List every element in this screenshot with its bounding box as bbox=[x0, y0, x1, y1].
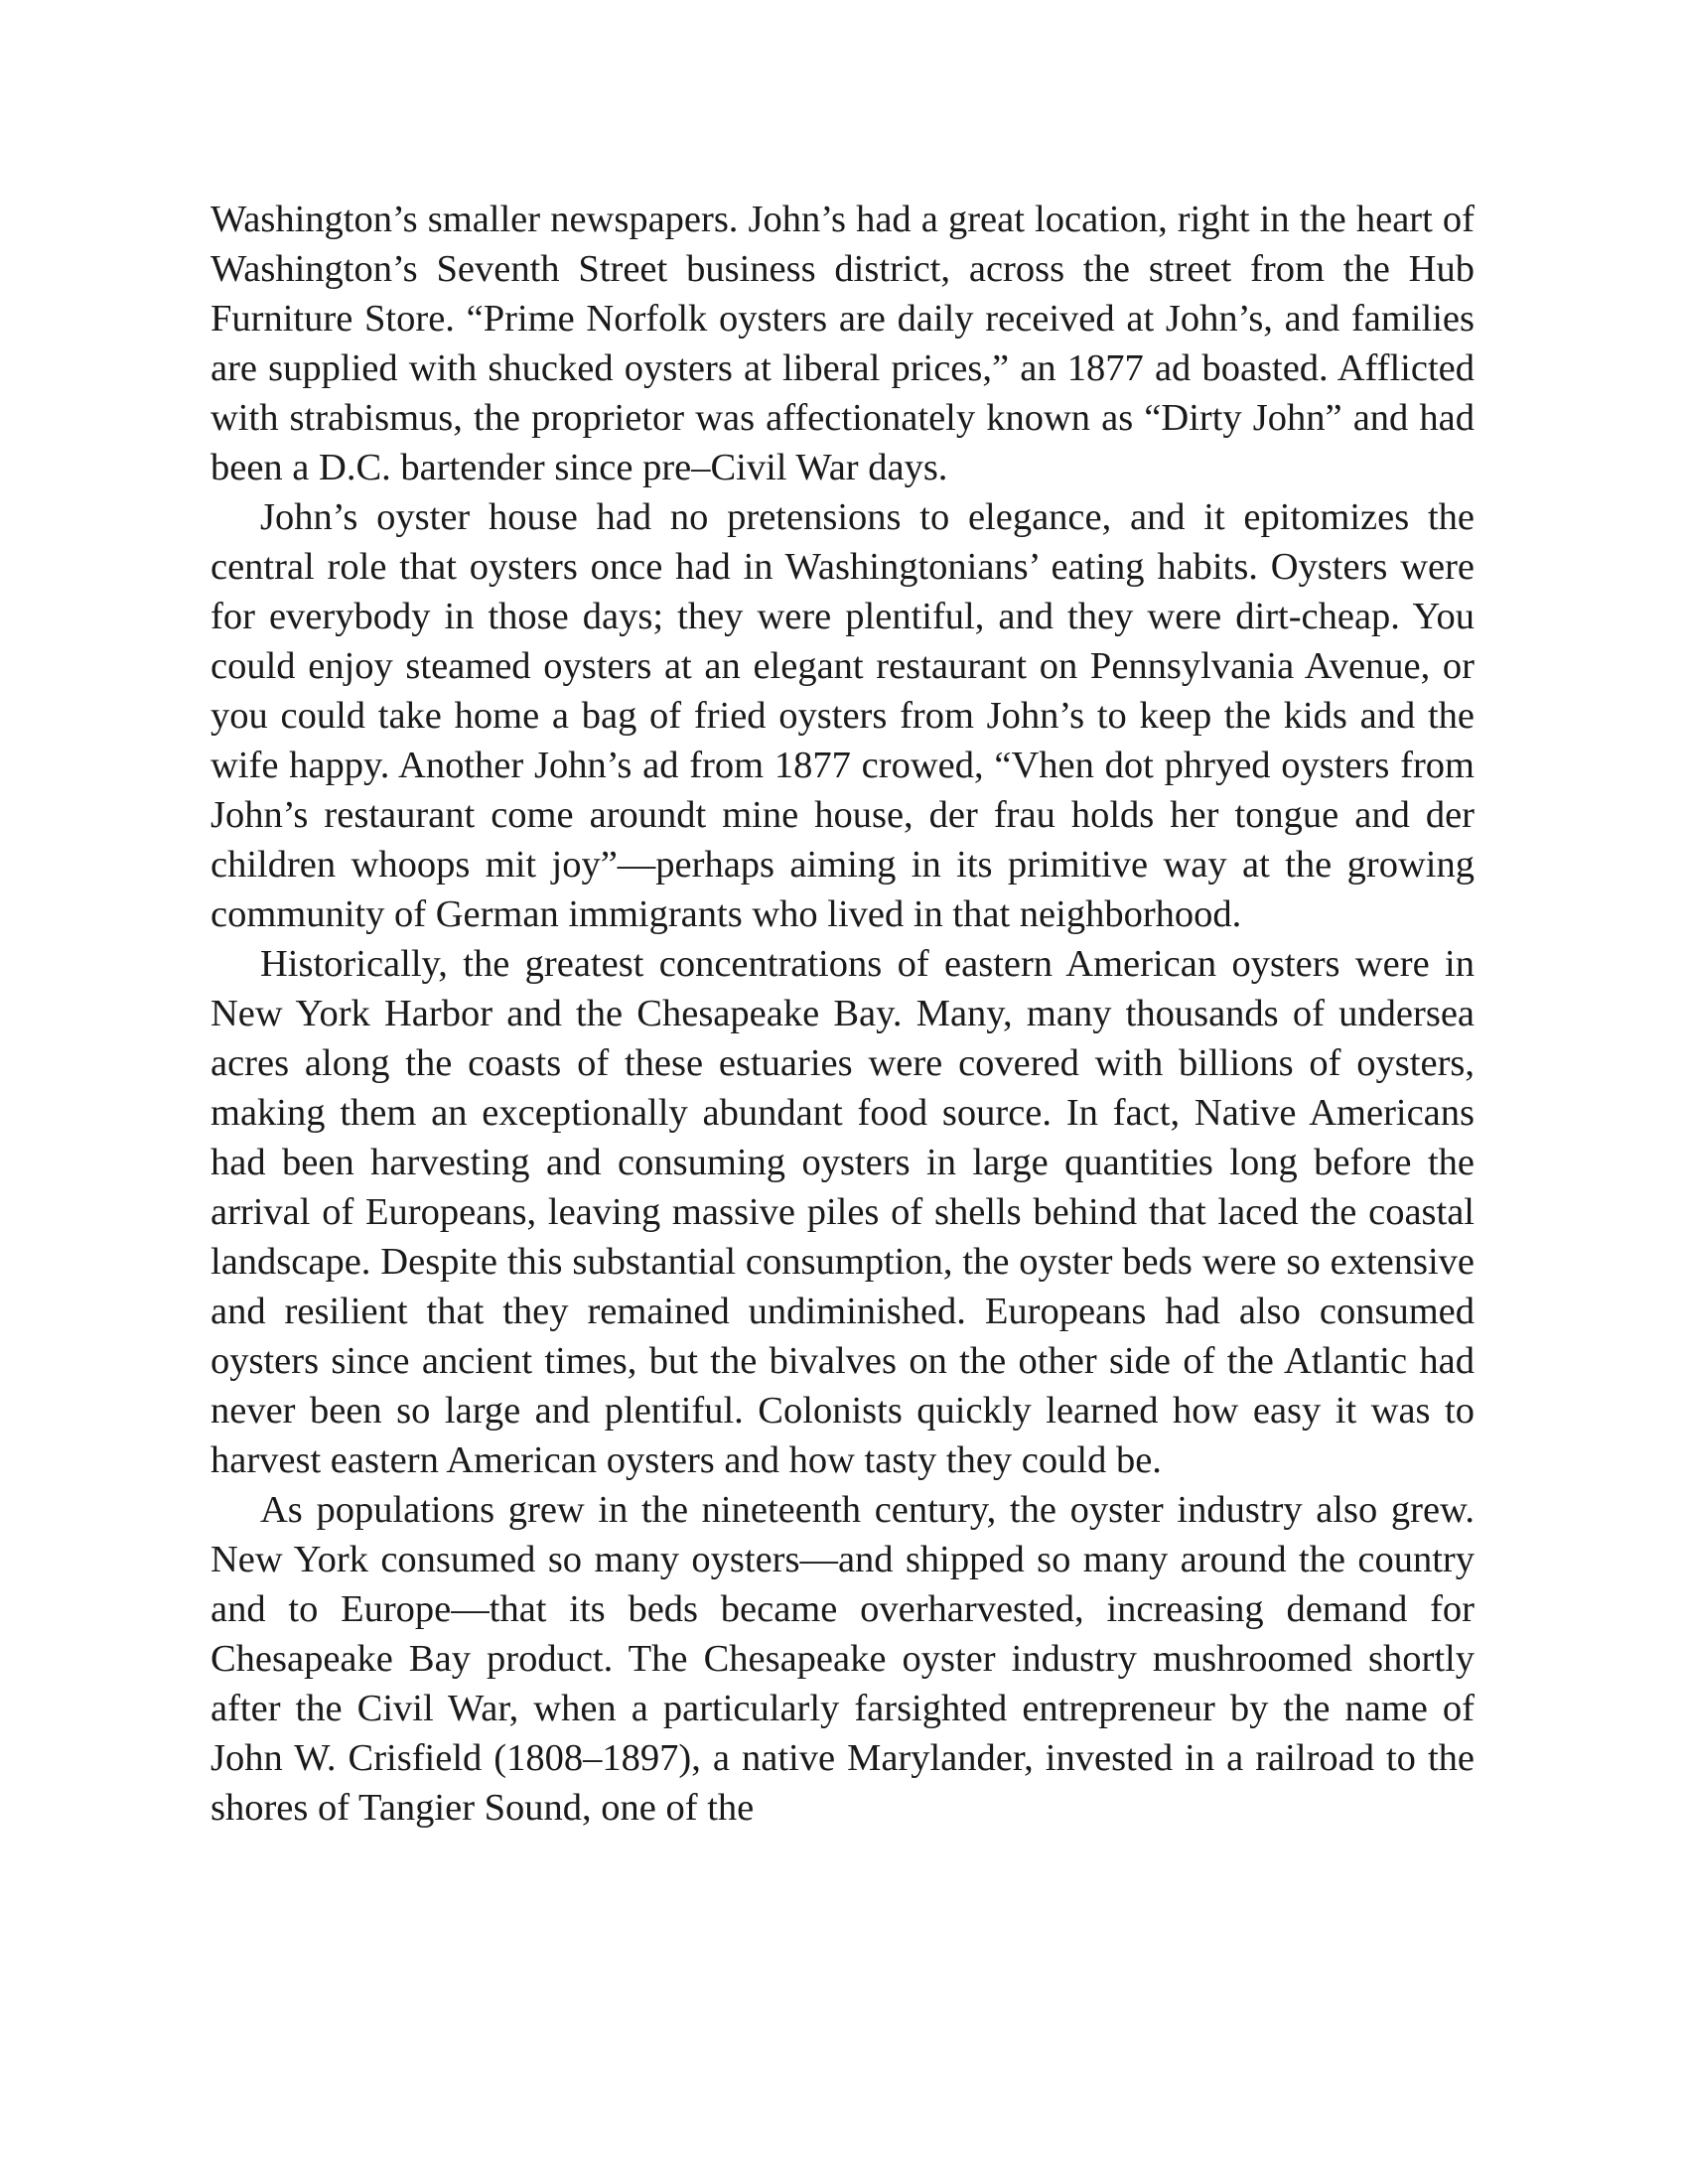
paragraph-industry: As populations grew in the nineteenth century, the oyster industry also grew. New York consumed so many oysters—and shipped so many around the country and to Europe—that its beds became overharvested, increasing demand for Chesapeake Bay product. The Chesapeake oyster industry mushroomed shortly after the Civil War, when a particularly farsighted entrepreneur by the name of John W. Crisfield (1808–1897), a native Marylander, invested in a railroad to the shores of Tangier Sound, one of the bbox=[211, 1489, 1475, 1829]
paragraph-oyster-house: John’s oyster house had no pretensions to elegance, and it epitomizes the central role that oysters once had in Washingtonians’ eating habits. Oysters were for everybody in those days; they were plentiful, and they were dirt-cheap. You could enjoy steamed oysters at an elegant restaurant on Pennsylvania Avenue, or you could take home a bag of fried oysters from John’s to keep the kids and the wife happy. Another John’s ad from 1877 crowed, “Vhen dot phryed oysters from John’s restaurant come aroundt mine house, der frau holds her tongue and der children whoops mit joy”—perhaps aiming in its primitive way at the growing community of German immigrants who lived in that neighborhood. bbox=[211, 496, 1475, 935]
paragraph-continued: Washington’s smaller newspapers. John’s had a great location, right in the heart of Washington’s Seventh Street business district, across the street from the Hub Furniture Store. “Prime Norfolk oysters are daily received at John’s, and families are supplied with shucked oysters at liberal prices,” an 1877 ad boasted. Afflicted with strabismus, the proprietor was affectionately known as “Dirty John” and had been a D.C. bartender since pre–Civil War days. bbox=[211, 199, 1475, 488]
paragraph-history: Historically, the greatest concentrations of eastern American oysters were in New York Harbor and the Chesapeake Bay. Many, many thousands of undersea acres along the coasts of these estuaries were covered with billions of oysters, making them an exceptionally abundant food source. In fact, Native Americans had been harvesting and consuming oysters in large quantities long before the arrival of Europeans, leaving massive piles of shells behind that laced the coastal landscape. Despite this substantial consumption, the oyster beds were so extensive and resilient that they remained undiminished. Europeans had also consumed oysters since ancient times, but the bivalves on the other side of the Atlantic had never been so large and plentiful. Colonists quickly learned how easy it was to harvest eastern American oysters and how tasty they could be. bbox=[211, 943, 1475, 1481]
page-body bbox=[211, 195, 1475, 1833]
